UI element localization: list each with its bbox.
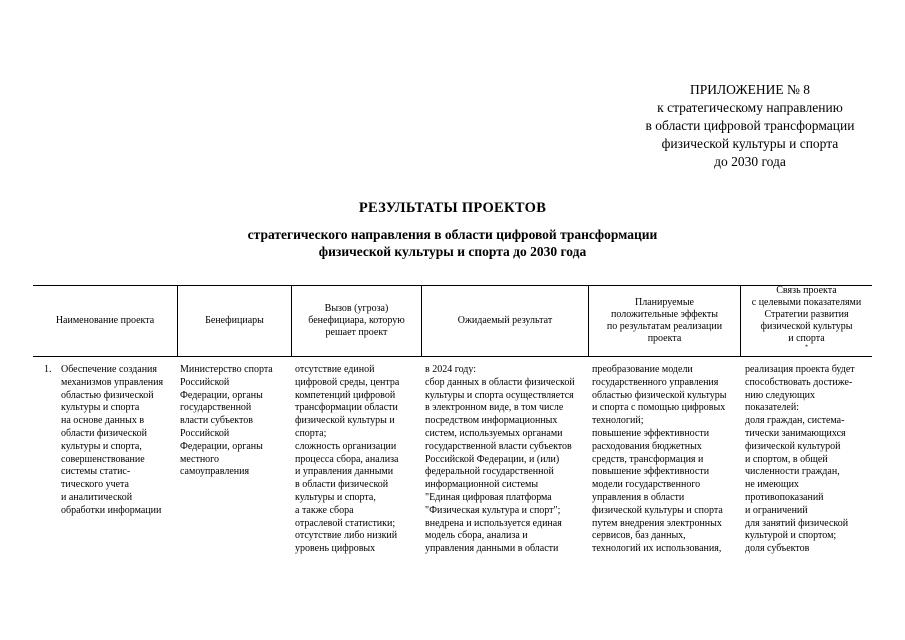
cell-line: физической культуры и — [295, 415, 395, 427]
cell-line: области физической — [61, 427, 147, 439]
cell-line: "Физическая культура и спорт"; — [425, 504, 561, 516]
header-text: Ожидаемый результат — [457, 315, 553, 326]
cell-line: "Единая цифровая платформа — [425, 491, 552, 503]
cell-line: технологий; — [592, 415, 644, 427]
appendix-line: в области цифровой трансформации — [645, 118, 855, 133]
header-text: по результатам реализации — [606, 321, 723, 332]
cell-line: преобразование модели — [592, 364, 693, 375]
cell-strategy-link — [745, 364, 855, 556]
header-expected-result — [422, 286, 588, 356]
cell-line: компетенций цифровой — [295, 389, 396, 401]
cell-line: федеральной государственной — [425, 466, 554, 478]
cell-line: культуры и спорта, — [295, 491, 376, 503]
header-strategy-link — [741, 286, 872, 356]
appendix-line: к стратегическому направлению — [657, 100, 843, 115]
document-title: РЕЗУЛЬТАТЫ ПРОЕКТОВ — [358, 200, 547, 216]
cell-line: реализация проекта будет — [745, 364, 855, 375]
appendix-line: до 2030 года — [714, 154, 786, 169]
cell-line: путем внедрения электронных — [592, 517, 722, 529]
cell-line: в электронном виде, в том числе — [425, 402, 564, 414]
cell-line: тического учета — [61, 479, 129, 491]
cell-line: повышение эффективности — [592, 427, 710, 439]
cell-expected-result — [425, 364, 575, 556]
cell-line: культуры и спорта — [61, 402, 140, 414]
cell-line: культуры и спорта, — [61, 440, 142, 452]
header-text: с целевыми показателями — [751, 297, 862, 308]
subtitle-line: физической культуры и спорта до 2030 года — [318, 244, 587, 259]
cell-line: физической культурой — [745, 440, 841, 452]
header-text: проекта — [647, 333, 682, 344]
cell-line: и спортом, в общей — [745, 453, 828, 465]
cell-line: в 2024 году: — [425, 364, 477, 375]
cell-line: на основе данных в — [61, 415, 145, 427]
cell-line: Российской — [180, 427, 230, 439]
cell-line: в области физической — [295, 479, 389, 491]
cell-line: для занятий физической — [745, 517, 849, 529]
cell-line: цифровой среды, центра — [295, 376, 400, 388]
cell-line: уровень цифровых — [295, 543, 376, 555]
cell-line: нию следующих — [745, 389, 816, 401]
cell-line: государственной власти субъектов — [425, 440, 572, 452]
header-beneficiaries — [178, 286, 291, 356]
cell-line: государственного управления — [592, 376, 719, 388]
cell-line: управления в области — [592, 491, 685, 503]
cell-line: обработки информации — [61, 504, 162, 516]
cell-line: самоуправления — [180, 466, 250, 478]
header-text: Вызов (угроза) — [324, 303, 389, 314]
header-project-name — [33, 286, 177, 356]
header-text: и спорта — [788, 333, 825, 344]
header-text: бенефициара, которую — [308, 315, 405, 326]
cell-line: повышение эффективности — [592, 466, 710, 478]
cell-line: модель сбора, анализа и — [425, 530, 528, 542]
cell-line: внедрена и используется единая — [425, 517, 562, 529]
header-text: положительные эффекты — [611, 309, 718, 320]
cell-line: управления данными в области — [425, 543, 559, 555]
header-text: Бенефициары — [205, 315, 264, 326]
cell-planned-effects — [592, 364, 727, 556]
cell-line: Министерство спорта — [180, 364, 273, 375]
cell-line: доля субъектов — [745, 543, 810, 555]
cell-line: механизмов управления — [61, 376, 164, 388]
document-subtitle — [0, 226, 905, 260]
header-text: физической культуры — [760, 321, 853, 332]
cell-line: Федерации, органы — [180, 389, 263, 401]
header-planned-effects — [589, 286, 740, 356]
cell-line: не имеющих — [745, 479, 799, 491]
cell-line: спорта; — [295, 427, 327, 439]
header-challenge — [292, 286, 421, 356]
cell-line: информационной системы — [425, 479, 539, 491]
cell-line: показателей: — [745, 402, 799, 414]
table-header-rule — [33, 356, 872, 357]
cell-line: Российской — [180, 376, 230, 388]
cell-line: культурой и спортом; — [745, 530, 837, 542]
cell-line: областью физической культуры — [592, 389, 727, 401]
cell-line: отраслевой статистики; — [295, 517, 396, 529]
cell-line: и ограничений — [745, 504, 808, 516]
header-text: Связь проекта — [776, 285, 837, 296]
cell-line: посредством информационных — [425, 415, 558, 427]
cell-line: власти субъектов — [180, 415, 253, 427]
cell-line: Обеспечение создания — [61, 364, 157, 375]
cell-line: сложность организации — [295, 440, 397, 452]
cell-line: систем, используемых органами — [425, 427, 563, 439]
cell-line: культуры и спорта осуществляется — [425, 389, 574, 401]
row-number: 1. — [44, 364, 52, 375]
cell-line: численности граждан, — [745, 466, 840, 478]
header-text: Планируемые — [634, 297, 694, 308]
cell-line: технологий их использования, — [592, 543, 722, 555]
cell-line: совершенствование — [61, 453, 145, 465]
header-text: Наименование проекта — [55, 315, 155, 326]
cell-line: Федерации, органы — [180, 440, 263, 452]
cell-line: тически занимающихся — [745, 427, 846, 439]
cell-project-name — [61, 364, 163, 518]
cell-line: отсутствие единой — [295, 364, 375, 375]
cell-line: процесса сбора, анализа — [295, 453, 399, 465]
appendix-block — [600, 81, 900, 171]
header-text: Стратегии развития — [764, 309, 849, 320]
cell-line: расходования бюджетных — [592, 440, 702, 452]
cell-line: системы статис- — [61, 466, 131, 478]
appendix-line: физической культуры и спорта — [661, 136, 839, 151]
appendix-line: ПРИЛОЖЕНИЕ № 8 — [689, 82, 811, 97]
subtitle-line: стратегического направления в области цифровой трансформации — [247, 227, 658, 242]
cell-line: сбор данных в области физической — [425, 376, 575, 388]
cell-line: областью физической — [61, 389, 154, 401]
cell-line: способствовать достиже- — [745, 376, 853, 388]
cell-line: и управления данными — [295, 466, 394, 478]
cell-line: средств, трансформация и — [592, 453, 704, 465]
footnote-marker: * — [804, 344, 808, 351]
cell-line: Российской Федерации, и (или) — [425, 453, 560, 465]
cell-line: отсутствие либо низкий — [295, 530, 398, 542]
cell-line: модели государственного — [592, 479, 701, 491]
cell-line: и спорта с помощью цифровых — [592, 402, 726, 414]
cell-line: и аналитической — [61, 491, 133, 503]
cell-line: противопоказаний — [745, 491, 824, 503]
cell-line: сервисов, баз данных, — [592, 530, 686, 542]
cell-line: физической культуры и спорта — [592, 504, 723, 516]
cell-line: местного — [180, 453, 220, 465]
cell-beneficiaries — [180, 364, 273, 479]
header-text: решает проект — [325, 327, 388, 338]
cell-line: трансформации области — [295, 402, 398, 414]
cell-challenge — [295, 364, 399, 556]
cell-line: государственной — [180, 402, 252, 414]
cell-line: а также сбора — [295, 504, 354, 516]
cell-line: доля граждан, система- — [745, 415, 845, 427]
